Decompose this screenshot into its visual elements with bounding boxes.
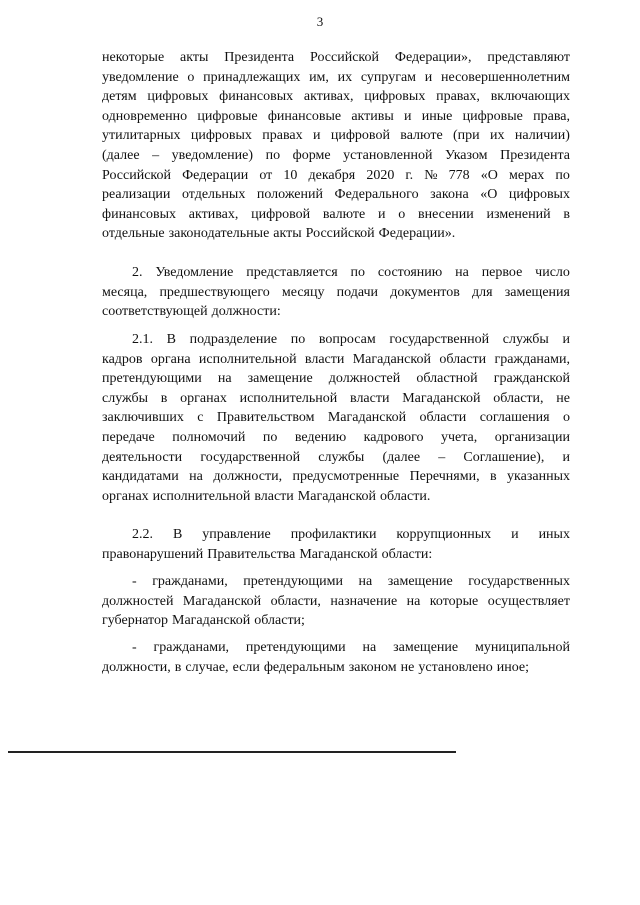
text-line: утилитарных цифровых правах и цифровой валюте (при их наличии)	[102, 128, 570, 144]
text-line: губернатор Магаданской области;	[102, 613, 305, 629]
text-line: деятельности государственной службы (далее – Соглашение), и	[102, 449, 570, 465]
text-line: 2.1. В подразделение по вопросам государственной службы и	[132, 332, 570, 347]
text-line: - гражданами, претендующими на замещение государственных	[132, 574, 570, 589]
text-line: 2. Уведомление представляется по состоянию на первое число	[132, 265, 570, 280]
paragraph-p5	[102, 572, 570, 631]
text-line: 2.2. В управление профилактики коррупционных и иных	[132, 527, 570, 542]
text-line: реализации отдельных положений Федерального закона «О цифровых	[102, 187, 570, 203]
text-line: Российской Федерации от 10 декабря 2020 г. № 778 «О мерах по	[102, 167, 570, 183]
text-line: заключивших с Правительством Магаданской области соглашения о	[102, 410, 570, 426]
text-line: претендующими на замещение должностей областной гражданской	[102, 371, 570, 387]
text-line: некоторые акты Президента Российской Федерации», представляют	[102, 50, 570, 65]
paragraph-p6	[102, 638, 570, 677]
text-line: отдельные законодательные акты Российской Федерации».	[102, 226, 456, 242]
text-line: уведомление о принадлежащих им, их супругам и несовершеннолетним	[102, 69, 570, 85]
paragraph-p1	[102, 48, 570, 244]
text-line: - гражданами, претендующими на замещение муниципальной	[132, 640, 570, 655]
text-line: (далее – уведомление) по форме установленной Указом Президента	[102, 147, 570, 163]
text-line: кандидатами на должности, предусмотренные Перечнями, в указанных	[102, 469, 570, 485]
text-line: кадров органа исполнительной власти Магаданской области гражданами,	[102, 351, 570, 367]
text-line: правонарушений Правительства Магаданской области:	[102, 546, 433, 562]
text-line: одновременно цифровые финансовые активы и иные цифровые права,	[102, 108, 570, 124]
paragraph-p4	[102, 525, 570, 564]
text-line: должностей Магаданской области, назначение на которые осуществляет	[102, 593, 570, 609]
text-line: финансовых активах, цифровой валюте и о внесении изменений в	[102, 206, 570, 222]
text-line: месяца, предшествующего месяцу подачи документов для замещения	[102, 284, 570, 300]
paragraph-p2	[102, 263, 570, 322]
text-line: должности, в случае, если федеральным законом не установлено иное;	[102, 659, 529, 675]
text-line: передаче полномочий по ведению кадрового учета, организации	[102, 429, 570, 445]
text-line: соответствующей должности:	[102, 304, 281, 320]
page-number: 3	[316, 14, 324, 29]
text-line: детям цифровых финансовых активах, цифровых правах, включающих	[102, 89, 570, 105]
footnote-divider	[8, 751, 456, 753]
text-line: органах исполнительной власти Магаданской области.	[102, 488, 431, 504]
text-line: службы в органах исполнительной власти Магаданской области, не	[102, 390, 570, 406]
paragraph-p3	[102, 330, 570, 506]
